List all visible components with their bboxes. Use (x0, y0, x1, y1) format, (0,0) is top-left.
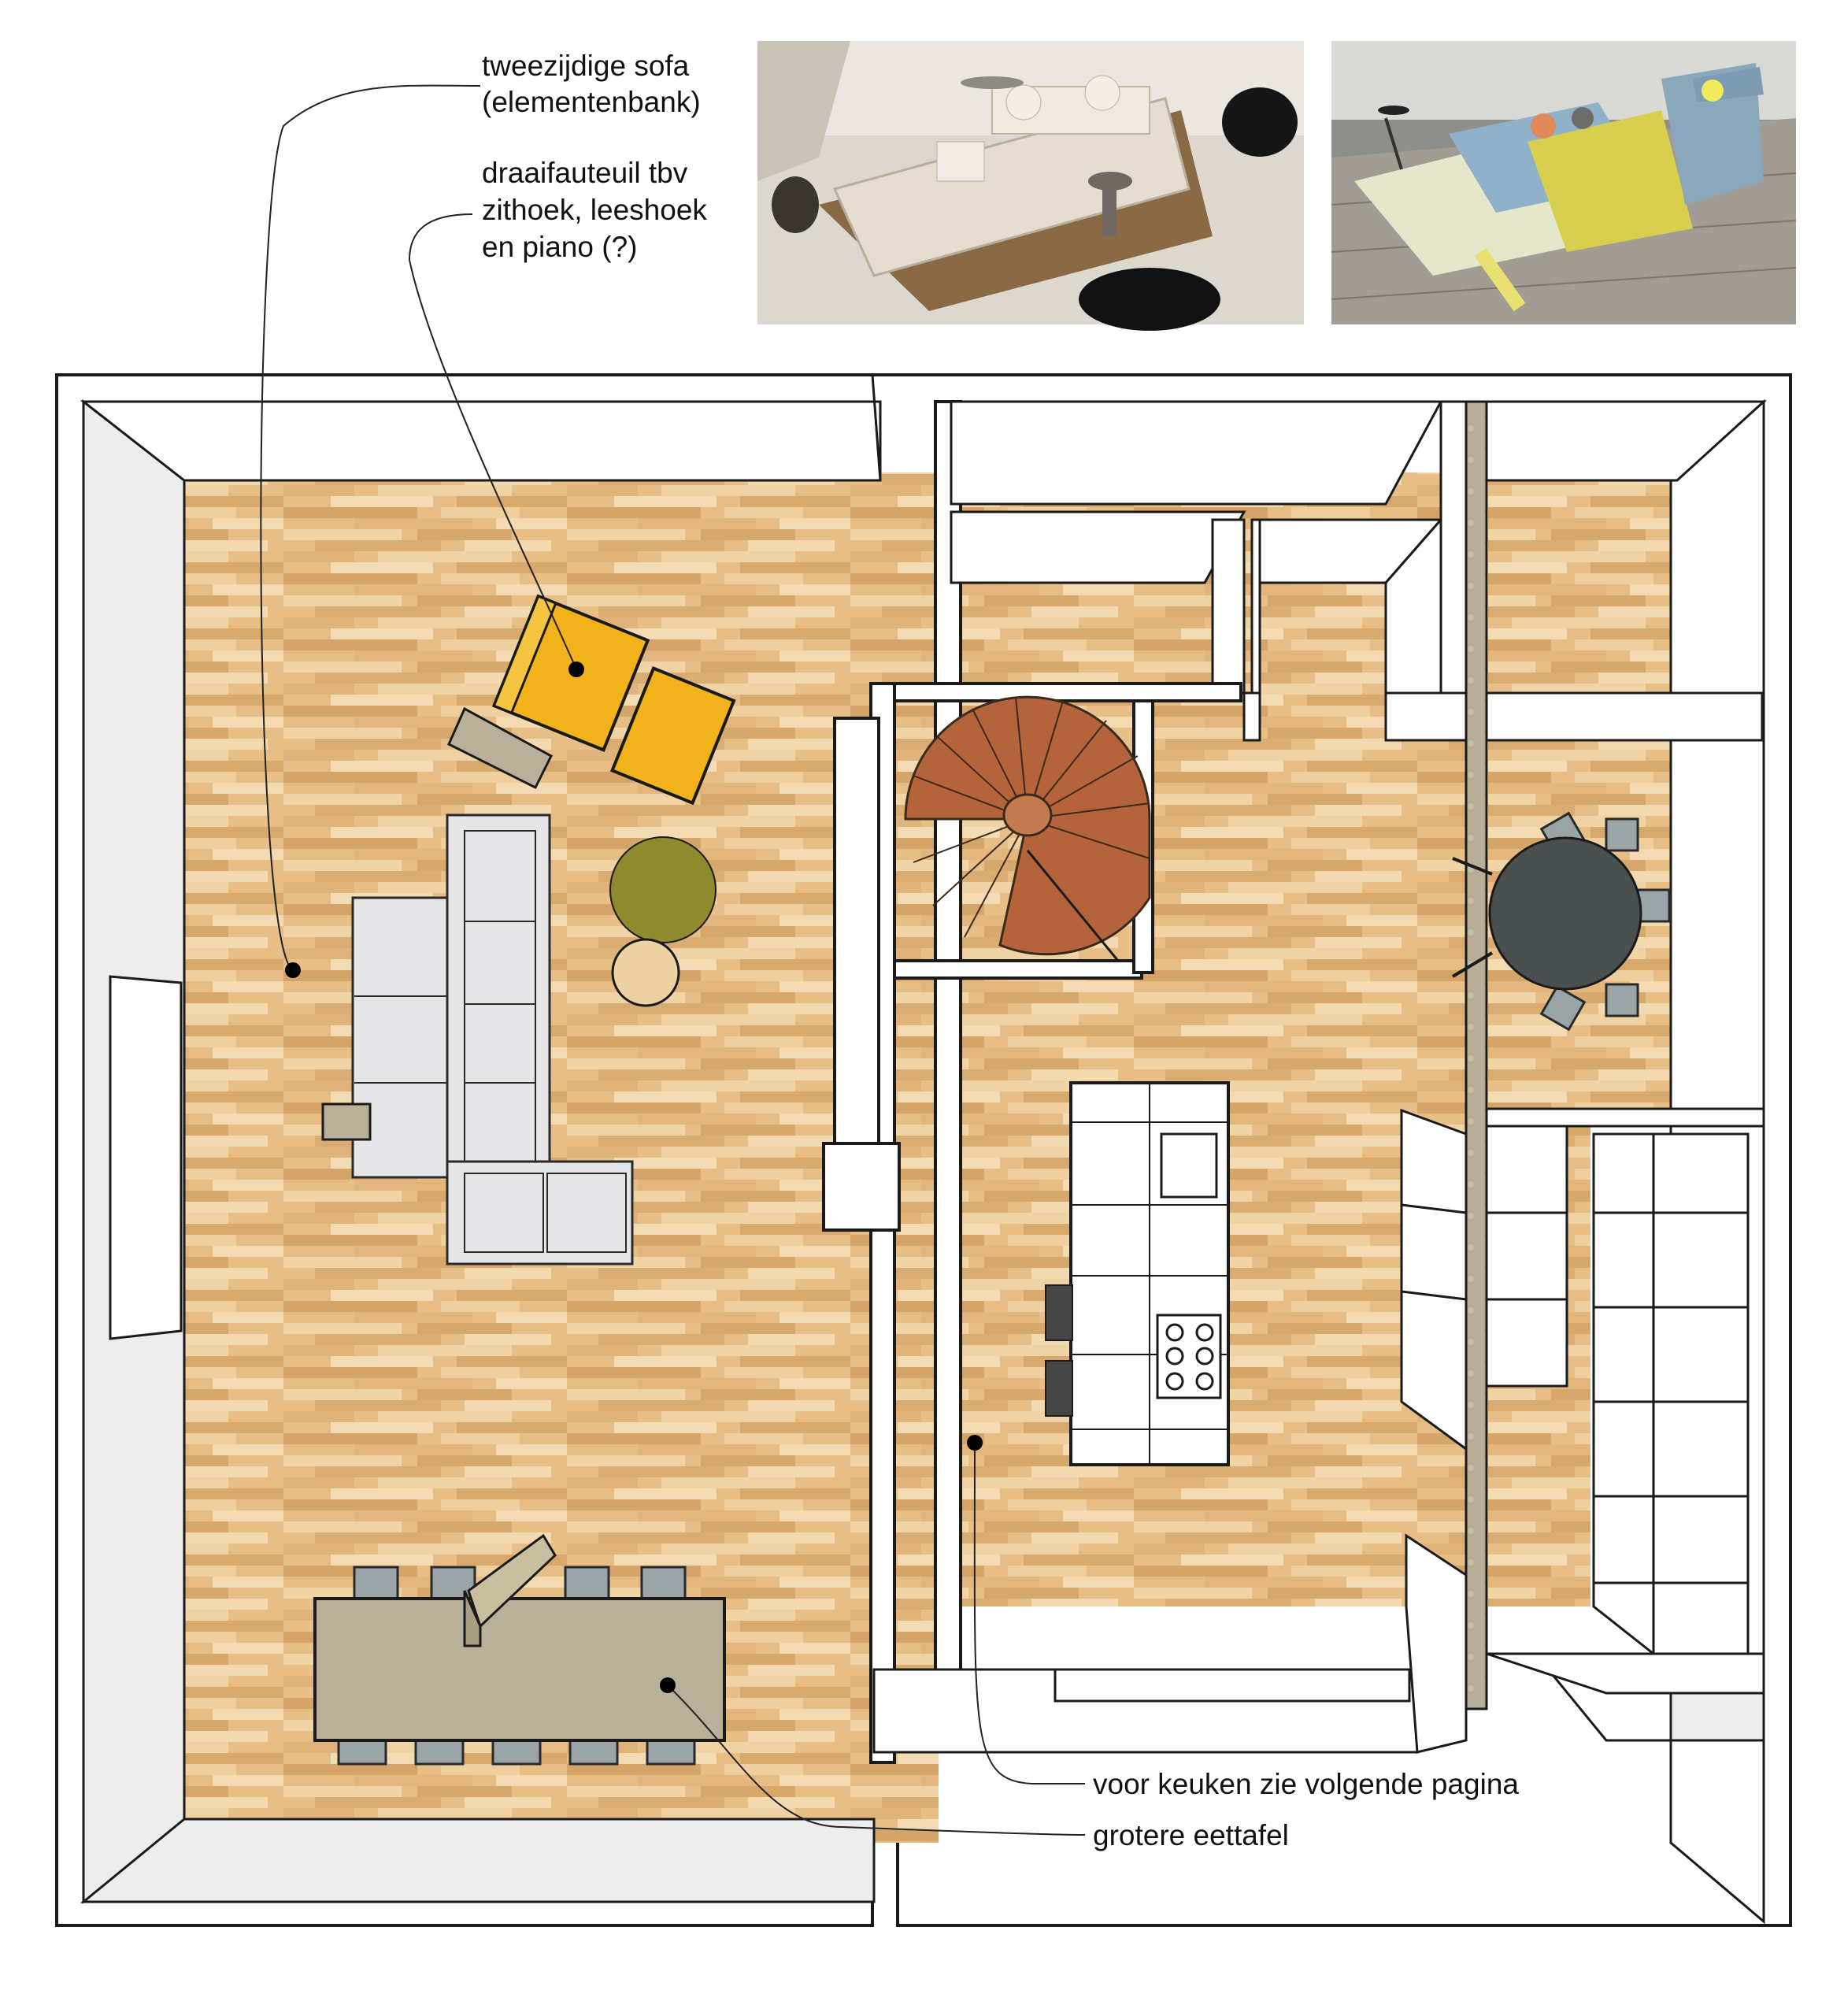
label-sofa (482, 50, 701, 118)
label-armchair-line-3: en piano (?) (482, 231, 638, 263)
yellow-blue-sofa-photo (1331, 41, 1796, 324)
beige-sectional-sofa-photo (757, 41, 1304, 331)
label-armchair-line-1: draaifauteuil tbv (482, 157, 688, 189)
label-armchair-line-2: zithoek, leeshoek (482, 194, 707, 226)
large-dining-table (315, 1536, 724, 1764)
kitchen-island (1046, 1083, 1228, 1465)
label-kitchen: voor keuken zie volgende pagina (1093, 1768, 1519, 1800)
label-sofa-line-2: (elementenbank) (482, 86, 701, 118)
label-sofa-line-1: tweezijdige sofa (482, 50, 690, 82)
label-armchair (482, 157, 707, 263)
label-dining-table: grotere eettafel (1093, 1819, 1289, 1851)
